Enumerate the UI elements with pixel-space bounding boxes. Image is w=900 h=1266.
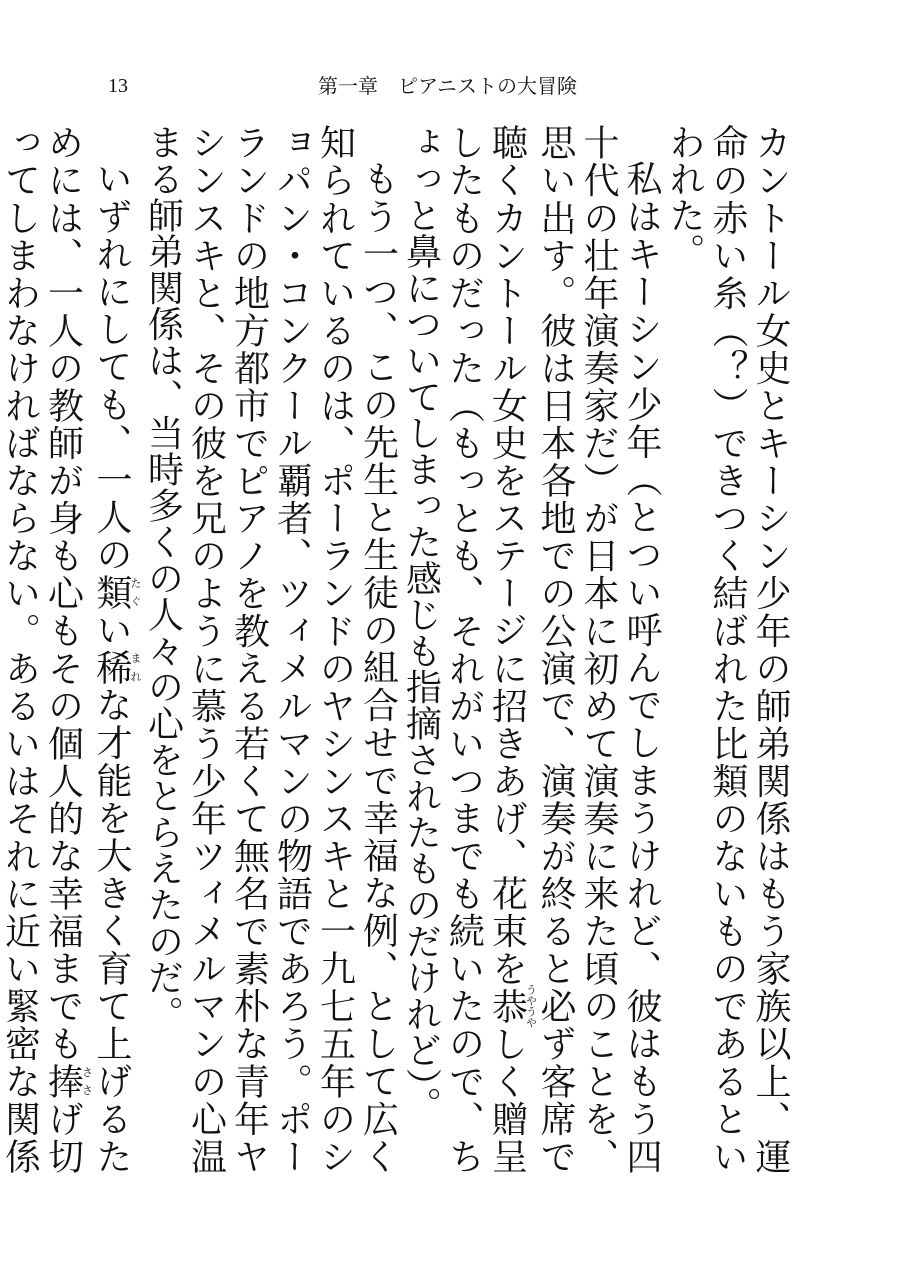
ruby-base: 類 [91, 573, 132, 612]
paragraph [400, 124, 664, 1174]
ruby-annotation [486, 983, 538, 1028]
paragraph [142, 124, 400, 1174]
text-run: な才能を大きく育て上げるためには、一人の教師が身も心もその個人的な幸福までも [42, 124, 132, 1174]
ruby-reading: たぐ [129, 573, 142, 610]
text-run: カントール女史とキーシン少年の師弟関係はもう家族以上、運命の赤い糸（？）できつく結ばれた比類のないものであるといわれた。 [664, 124, 791, 1174]
ruby-annotation [91, 648, 142, 687]
vertical-body-text [0, 124, 792, 1175]
ruby-reading: まれ [129, 648, 142, 686]
ruby-base: 恭 [486, 983, 528, 1028]
ruby-base: 捧 [42, 1062, 84, 1101]
text-run: げ切ってしまわなければならない。あるいはそれに近い緊密な関係 [0, 124, 84, 1174]
running-header-title: 第一章 ピアニストの大冒険 [318, 74, 577, 98]
text-run: い [91, 611, 132, 649]
ruby-reading: うやうや [524, 983, 538, 1028]
text-run: もう一つ、この先生と生徒の組合せで幸福な例、として広く知られているのは、ポーランドのヤシンスキと一九七五年のショパン・コンクール覇者、ツィメルマンの物語であろう。ポーランドの地方都市でピアノを教える若くて無名で素朴な青年ヤシンスキと、その彼を兄のように慕う少年ツィメルマンの心温まる師弟関係は、当時多くの人々の心をとらえたのだ。 [142, 124, 399, 1174]
text-run: しく贈呈したものだった（もっとも、それがいつまでも続いたので、ちょっと鼻についてしまった感じも指摘されたものだけれど）。 [400, 124, 528, 1175]
ruby-annotation [42, 1062, 94, 1101]
ruby-reading: ささ [80, 1062, 94, 1099]
paragraph [0, 124, 142, 1174]
text-run: 私はキーシン少年（とつい呼んでしまうけれど、彼はもう四十代の壮年演奏家だ）が日本に初めて演奏に来た頃のことを、思い出す。彼は日本各地での公演で、演奏が終ると必ず客席で聴くカントール女史をステージに招きあげ、花束を [486, 124, 662, 1174]
text-run: いずれにしても、一人の [91, 160, 132, 574]
ruby-annotation [91, 573, 142, 612]
page-number: 13 [108, 75, 128, 97]
ruby-base: 稀 [91, 648, 132, 687]
paragraph [663, 124, 792, 1174]
